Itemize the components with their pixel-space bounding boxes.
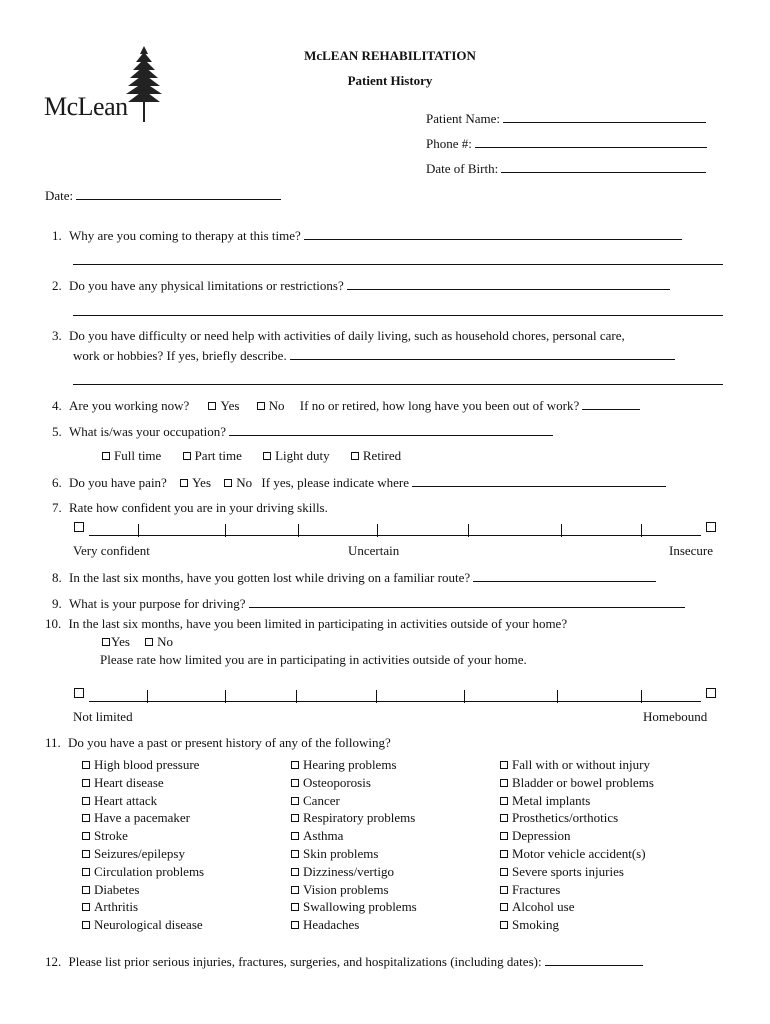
condition-label: Have a pacemaker (94, 810, 190, 826)
condition-label: Neurological disease (94, 917, 203, 933)
checkbox-icon[interactable] (291, 921, 299, 929)
q10-number: 10. (45, 616, 62, 631)
condition-label: Prosthetics/orthotics (512, 810, 619, 826)
condition-label: Metal implants (512, 792, 591, 808)
checkbox-icon[interactable] (291, 797, 299, 805)
condition-item[interactable] (500, 916, 654, 934)
org-title: McLEAN REHABILITATION (304, 48, 476, 63)
condition-item[interactable] (500, 774, 654, 792)
q5-option-retired[interactable] (351, 448, 401, 463)
q11-conditions-col-3 (500, 756, 654, 934)
q8-number: 8. (52, 570, 62, 585)
patient-name-field[interactable] (503, 110, 706, 123)
condition-label: Vision problems (303, 881, 389, 897)
q2-number: 2. (52, 278, 62, 293)
q7-tick (138, 524, 139, 537)
checkbox-icon[interactable] (82, 814, 90, 822)
q4-no-label: No (268, 398, 285, 413)
q10-scale-line (89, 701, 701, 702)
condition-label: Heart attack (94, 792, 158, 808)
q9-answer-field[interactable] (249, 595, 685, 608)
question-3-line-2 (73, 347, 675, 364)
condition-label: Seizures/epilepsy (94, 845, 185, 861)
condition-item[interactable] (291, 809, 417, 827)
checkbox-icon[interactable] (183, 452, 191, 460)
checkbox-icon[interactable] (82, 903, 90, 911)
q7-left-box[interactable] (74, 522, 84, 532)
condition-label: Motor vehicle accident(s) (512, 845, 646, 861)
q5-option-label: Part time (194, 448, 242, 463)
q6-answer-field[interactable] (412, 474, 666, 487)
checkbox-icon[interactable] (500, 921, 508, 929)
checkbox-icon[interactable] (500, 779, 508, 787)
q5-option-label: Retired (362, 448, 402, 463)
q5-option-label: Light duty (275, 448, 330, 463)
condition-item[interactable] (82, 792, 204, 810)
q9-text: What is your purpose for driving? (69, 596, 246, 611)
condition-item[interactable] (82, 756, 204, 774)
date-label: Date: (45, 188, 74, 203)
condition-label: Severe sports injuries (512, 863, 624, 879)
q10-right-box[interactable] (706, 688, 716, 698)
q5-option-full-time[interactable] (102, 448, 161, 463)
q7-tick (225, 524, 226, 537)
q4-yes-label: Yes (220, 398, 240, 413)
q10-tick (296, 690, 297, 703)
condition-item[interactable] (500, 881, 654, 899)
checkbox-icon[interactable] (500, 814, 508, 822)
q5-number: 5. (52, 424, 62, 439)
q5-answer-field[interactable] (229, 423, 553, 436)
condition-label: Osteoporosis (303, 774, 371, 790)
q10-text: In the last six months, have you been limited in participating in activities outside of your home? (68, 616, 568, 631)
question-1 (52, 227, 682, 244)
condition-item[interactable] (500, 863, 654, 881)
checkbox-icon[interactable] (500, 832, 508, 840)
checkbox-icon[interactable] (82, 761, 90, 769)
checkbox-icon[interactable] (82, 921, 90, 929)
condition-label: Alcohol use (512, 899, 575, 915)
q7-label-left: Very confident (73, 543, 150, 558)
checkbox-icon[interactable] (82, 797, 90, 805)
condition-item[interactable] (82, 863, 204, 881)
condition-item[interactable] (500, 756, 654, 774)
condition-label: Swallowing problems (303, 899, 417, 915)
condition-item[interactable] (82, 827, 204, 845)
q10-left-box[interactable] (74, 688, 84, 698)
form-subtitle: Patient History (347, 73, 433, 88)
q7-tick (298, 524, 299, 537)
checkbox-icon[interactable] (291, 761, 299, 769)
condition-label: Diabetes (94, 881, 140, 897)
q10-no-label: No (157, 634, 174, 649)
checkbox-icon[interactable] (291, 832, 299, 840)
checkbox-icon[interactable] (82, 832, 90, 840)
checkbox-icon[interactable] (500, 868, 508, 876)
q2-answer-field[interactable] (347, 277, 670, 290)
checkbox-icon[interactable] (102, 452, 110, 460)
checkbox-icon[interactable] (180, 479, 188, 487)
q4-yes-option[interactable] (208, 398, 239, 413)
checkbox-icon[interactable] (82, 850, 90, 858)
q5-option-label: Full time (114, 448, 162, 463)
condition-item[interactable] (291, 774, 417, 792)
q10-tick (557, 690, 558, 703)
q7-number: 7. (52, 500, 62, 515)
checkbox-icon[interactable] (291, 814, 299, 822)
checkbox-icon[interactable] (500, 850, 508, 858)
condition-item[interactable] (82, 845, 204, 863)
condition-label: Cancer (303, 792, 340, 808)
condition-label: Circulation problems (94, 863, 205, 879)
condition-item[interactable] (291, 916, 417, 934)
q6-number: 6. (52, 475, 62, 490)
q7-tick (641, 524, 642, 537)
condition-item[interactable] (291, 898, 417, 916)
phone-label: Phone #: (426, 136, 472, 151)
q3-text: Do you have difficulty or need help with activities of daily living, such as household chores, personal care, (69, 328, 625, 343)
q11-conditions-col-2 (291, 756, 417, 934)
q4-no-option[interactable] (257, 398, 285, 413)
checkbox-icon[interactable] (145, 638, 153, 646)
question-5 (52, 423, 553, 440)
condition-item[interactable] (82, 809, 204, 827)
question-12 (45, 953, 643, 970)
q12-text: Please list prior serious injuries, fractures, surgeries, and hospitalizations (including dates): (68, 954, 542, 969)
q12-answer-field[interactable] (545, 953, 643, 966)
checkbox-icon[interactable] (351, 452, 359, 460)
condition-label: Arthritis (94, 899, 139, 915)
question-8 (52, 569, 656, 586)
question-4 (52, 397, 640, 414)
date-row (45, 187, 281, 204)
condition-label: Fall with or without injury (512, 757, 650, 772)
q7-scale-line (89, 535, 701, 536)
q9-number: 9. (52, 596, 62, 611)
q5-option-light-duty[interactable] (263, 448, 330, 463)
condition-item[interactable] (82, 898, 204, 916)
checkbox-icon[interactable] (291, 850, 299, 858)
condition-label: Depression (512, 828, 571, 844)
checkbox-icon[interactable] (291, 779, 299, 787)
q7-tick (468, 524, 469, 537)
checkbox-icon[interactable] (500, 886, 508, 894)
dob-field[interactable] (501, 160, 706, 173)
q11-text: Do you have a past or present history of any of the following? (68, 735, 391, 750)
q4-answer-field[interactable] (582, 397, 640, 410)
condition-item[interactable] (82, 916, 204, 934)
dob-label: Date of Birth: (426, 161, 499, 176)
q10-options (102, 634, 173, 650)
q7-right-box[interactable] (706, 522, 716, 532)
q6-no-option[interactable] (224, 475, 252, 490)
question-6 (52, 474, 666, 491)
condition-label: Respiratory problems (303, 810, 416, 826)
q4-text: Are you working now? (69, 398, 190, 413)
q8-answer-field[interactable] (473, 569, 656, 582)
q3-text-2: work or hobbies? If yes, briefly describe. (73, 348, 287, 363)
q12-number: 12. (45, 954, 62, 969)
phone-row (426, 135, 707, 152)
q7-text: Rate how confident you are in your driving skills. (69, 500, 328, 515)
checkbox-icon[interactable] (500, 761, 508, 769)
checkbox-icon[interactable] (82, 779, 90, 787)
q10-tick (376, 690, 377, 703)
q4-followup: If no or retired, how long have you been out of work? (299, 398, 580, 413)
q1-number: 1. (52, 228, 62, 243)
checkbox-icon[interactable] (82, 868, 90, 876)
condition-item[interactable] (291, 845, 417, 863)
q10-followup: Please rate how limited you are in participating in activities outside of your home. (100, 652, 527, 667)
date-field[interactable] (76, 187, 281, 200)
condition-item[interactable] (291, 792, 417, 810)
q10-tick (225, 690, 226, 703)
q10-tick (641, 690, 642, 703)
q3-number: 3. (52, 328, 62, 343)
q10-tick (147, 690, 148, 703)
question-10 (45, 616, 567, 632)
condition-item[interactable] (500, 809, 654, 827)
q7-label-right: Insecure (669, 543, 714, 558)
q6-text: Do you have pain? (69, 475, 167, 490)
dob-row (426, 160, 706, 177)
checkbox-icon[interactable] (102, 638, 110, 646)
q6-no-label: No (236, 475, 253, 490)
q2-answer-line-2[interactable] (73, 315, 723, 316)
condition-item[interactable] (500, 827, 654, 845)
condition-item[interactable] (500, 792, 654, 810)
condition-item[interactable] (291, 827, 417, 845)
q6-yes-option[interactable] (180, 475, 211, 490)
q7-tick (377, 524, 378, 537)
checkbox-icon[interactable] (291, 903, 299, 911)
q10-no-option[interactable] (145, 634, 173, 649)
checkbox-icon[interactable] (291, 868, 299, 876)
condition-label: Fractures (512, 881, 561, 897)
checkbox-icon[interactable] (291, 886, 299, 894)
logo-wordmark: McLean (44, 92, 128, 121)
checkbox-icon[interactable] (208, 402, 216, 410)
q6-yes-label: Yes (192, 475, 212, 490)
condition-label: Dizziness/vertigo (303, 863, 394, 879)
condition-item[interactable] (291, 863, 417, 881)
question-7 (52, 500, 328, 516)
checkbox-icon[interactable] (263, 452, 271, 460)
checkbox-icon[interactable] (257, 402, 265, 410)
q11-conditions-col-1 (82, 756, 204, 934)
checkbox-icon[interactable] (224, 479, 232, 487)
question-2 (52, 277, 670, 294)
condition-item[interactable] (500, 845, 654, 863)
q10-label-left: Not limited (73, 709, 133, 724)
condition-label: Hearing problems (303, 757, 397, 772)
checkbox-icon[interactable] (500, 797, 508, 805)
condition-label: Heart disease (94, 774, 164, 790)
question-3 (52, 328, 625, 344)
q1-answer-line-2[interactable] (73, 264, 723, 265)
q10-yes-option[interactable] (102, 634, 130, 649)
q3-answer-field[interactable] (290, 347, 675, 360)
q7-label-middle: Uncertain (348, 543, 400, 558)
condition-item[interactable] (291, 881, 417, 899)
phone-field[interactable] (475, 135, 707, 148)
checkbox-icon[interactable] (82, 886, 90, 894)
q11-number: 11. (45, 735, 61, 750)
condition-label: Smoking (512, 917, 559, 933)
condition-label: Headaches (303, 917, 360, 933)
question-9 (52, 595, 685, 612)
q7-tick (561, 524, 562, 537)
condition-label: Skin problems (303, 845, 379, 861)
condition-label: Stroke (94, 828, 128, 844)
q10-yes-label: Yes (111, 634, 130, 649)
q4-number: 4. (52, 398, 62, 413)
patient-name-row (426, 110, 706, 127)
patient-name-label: Patient Name: (426, 111, 501, 126)
q1-answer-field[interactable] (304, 227, 682, 240)
condition-label: Asthma (303, 828, 344, 844)
q3-answer-line-2[interactable] (73, 384, 723, 385)
q6-followup: If yes, please indicate where (261, 475, 410, 490)
q1-text: Why are you coming to therapy at this time? (69, 228, 301, 243)
q10-label-right: Homebound (643, 709, 708, 724)
condition-label: Bladder or bowel problems (512, 774, 654, 790)
q5-options (102, 448, 401, 464)
condition-label: High blood pressure (94, 757, 200, 772)
q5-option-part-time[interactable] (183, 448, 242, 463)
condition-item[interactable] (500, 898, 654, 916)
condition-item[interactable] (82, 774, 204, 792)
condition-item[interactable] (291, 756, 417, 774)
q5-text: What is/was your occupation? (69, 424, 227, 439)
q8-text: In the last six months, have you gotten lost while driving on a familiar route? (69, 570, 471, 585)
checkbox-icon[interactable] (500, 903, 508, 911)
q10-tick (464, 690, 465, 703)
q2-text: Do you have any physical limitations or restrictions? (69, 278, 344, 293)
question-11 (45, 735, 391, 751)
condition-item[interactable] (82, 881, 204, 899)
